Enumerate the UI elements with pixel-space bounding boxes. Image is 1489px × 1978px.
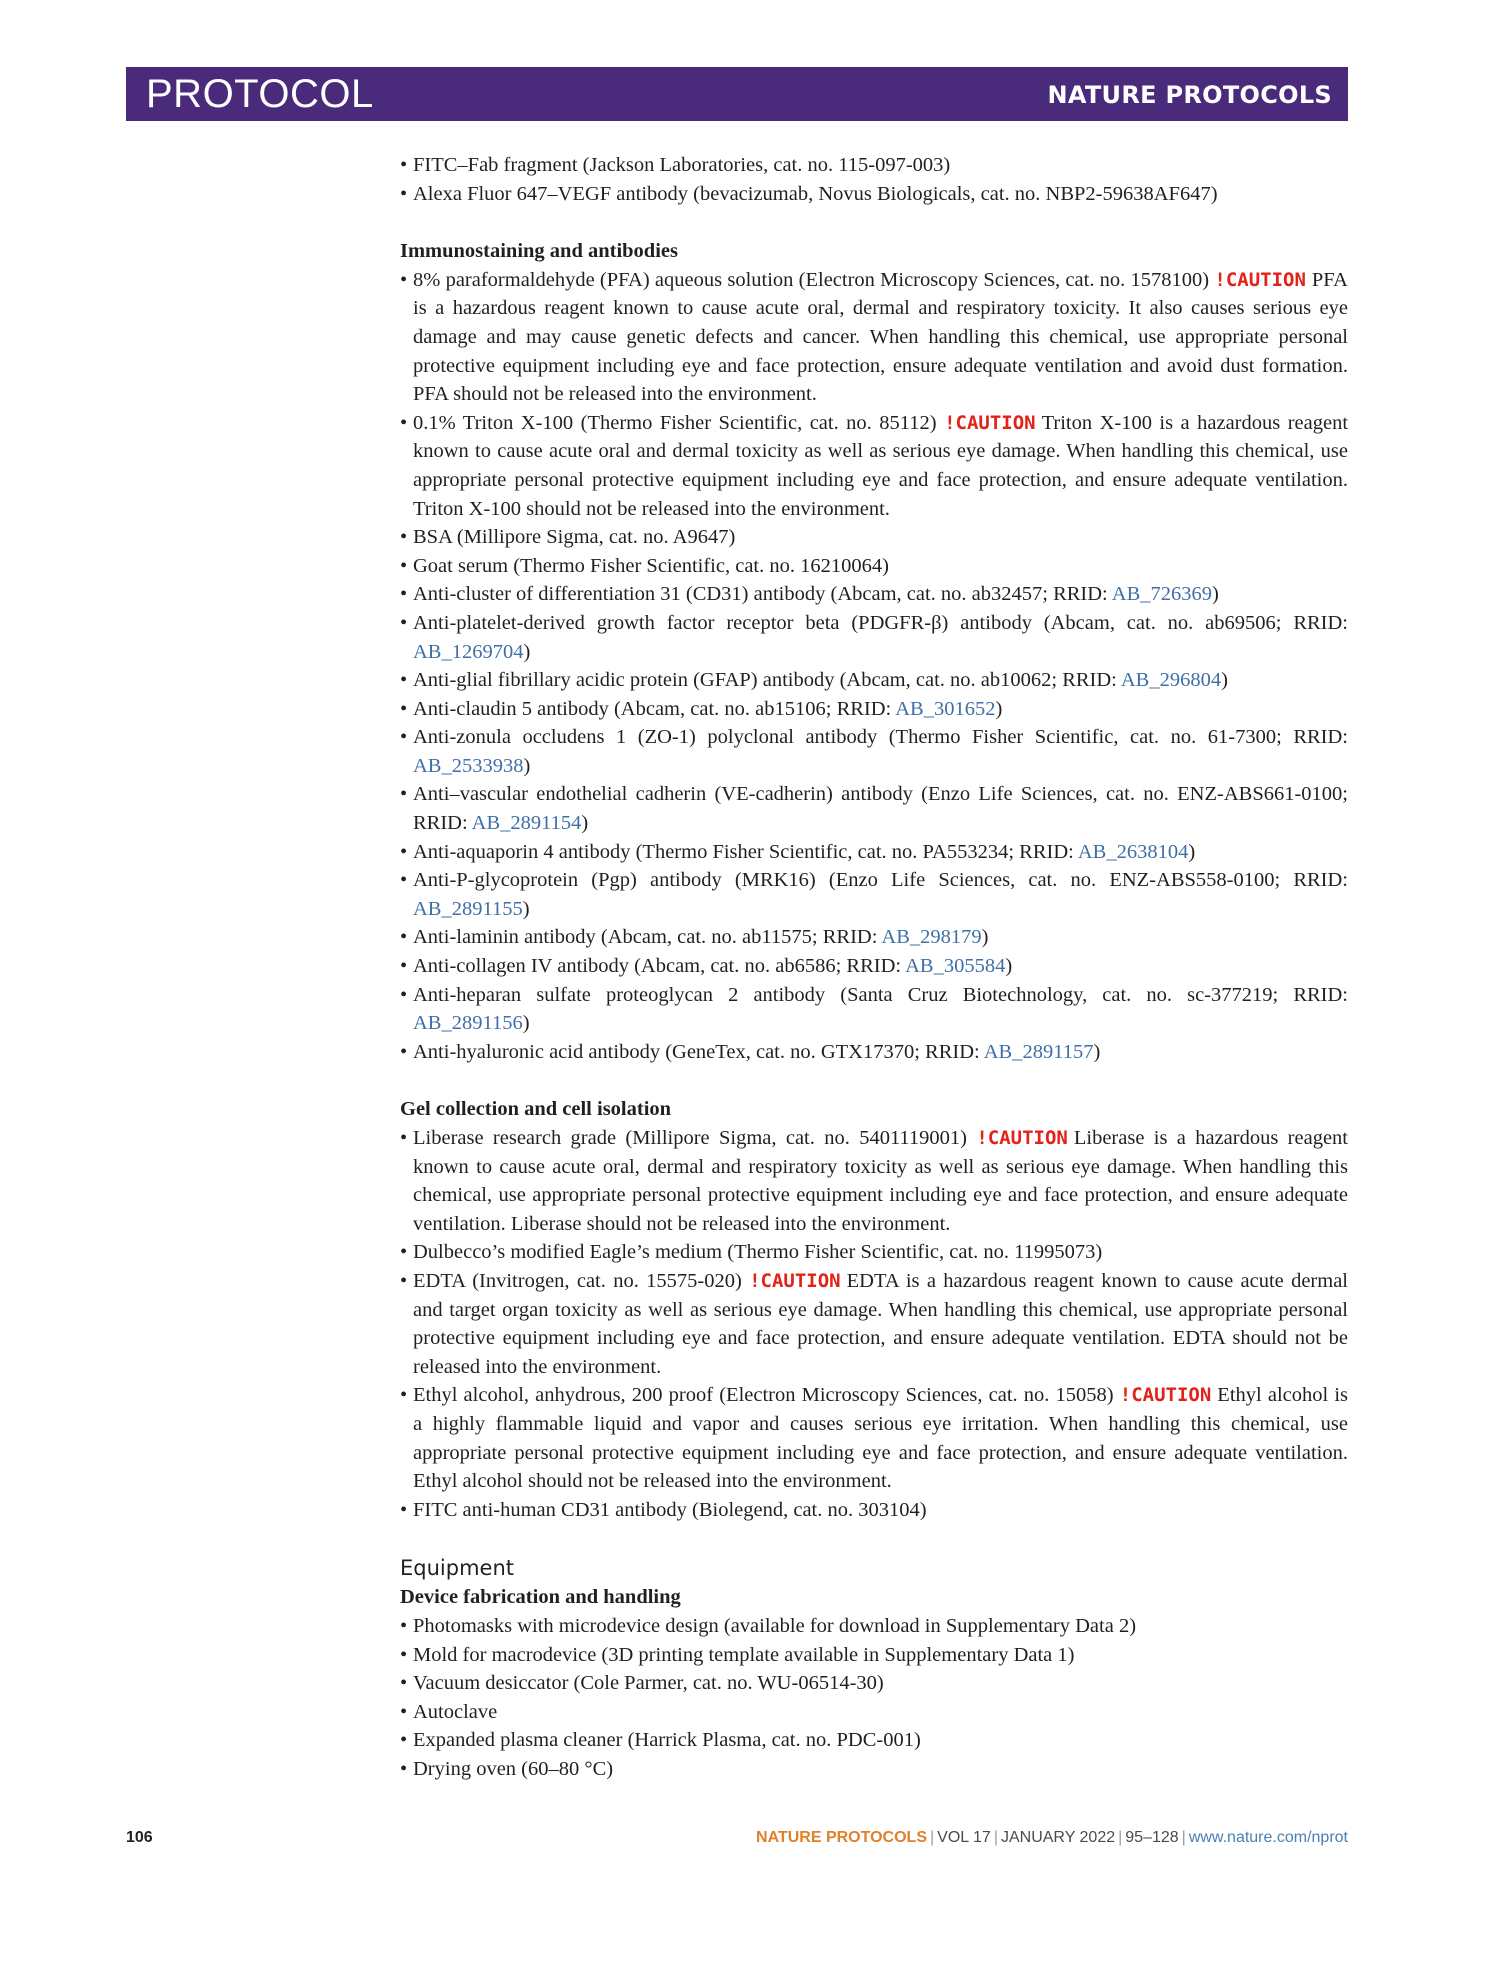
list-item: [400, 723, 1348, 780]
item-text: Liberase is a hazardous reagent known to cause acute oral, dermal and respiratory toxicity as well as serious eye damage. When handling this chemical, use appropriate personal protective equipment including eye and face protection, and ensure adequate ventilation. Liberase should not be released into the environment.: [413, 1127, 1348, 1235]
page-header: [126, 67, 1348, 121]
rrid-link[interactable]: AB_2891155: [413, 897, 523, 920]
equipment-list: [400, 1612, 1348, 1784]
list-item: [400, 1124, 1348, 1238]
list-item: [400, 923, 1348, 952]
rrid-link[interactable]: AB_296804: [1120, 669, 1222, 692]
item-text: FITC–Fab fragment (Jackson Laboratories, cat. no. 115-097-003): [413, 154, 951, 176]
list-item: [400, 151, 1348, 180]
rrid-link[interactable]: AB_726369: [1111, 583, 1212, 606]
list-item: [400, 1381, 1348, 1495]
item-text: Alexa Fluor 647–VEGF antibody (bevacizumab, Novus Biologicals, cat. no. NBP2-59638AF647): [413, 182, 1218, 205]
item-text: BSA (Millipore Sigma, cat. no. A9647): [413, 526, 736, 549]
separator: |: [929, 1829, 935, 1846]
section-label: PROTOCOL: [146, 72, 374, 116]
item-text: Photomasks with microdevice design (available for download in Supplementary Data 2): [413, 1614, 1137, 1637]
item-text: Anti-zonula occludens 1 (ZO-1) polyclonal antibody (Thermo Fisher Scientific, cat. no. 61-7300; RRID:: [413, 726, 1348, 749]
item-text: ): [995, 697, 1003, 720]
rrid-link[interactable]: AB_2533938: [413, 754, 524, 777]
item-text: Anti-laminin antibody (Abcam, cat. no. ab11575; RRID:: [413, 926, 882, 949]
footer-journal: NATURE PROTOCOLS: [756, 1829, 927, 1846]
list-item: [400, 180, 1348, 209]
rrid-link[interactable]: AB_298179: [881, 926, 982, 949]
subsection-heading-device-fabrication: Device fabrication and handling: [400, 1586, 681, 1609]
item-text: Liberase research grade (Millipore Sigma, cat. no. 5401119001): [413, 1127, 977, 1149]
list-item: [400, 1238, 1348, 1267]
rrid-link[interactable]: AB_2891157: [983, 1040, 1094, 1063]
item-text: ): [523, 640, 531, 663]
list-item: [400, 866, 1348, 923]
item-text: 0.1% Triton X-100 (Thermo Fisher Scientific, cat. no. 85112): [413, 411, 945, 434]
list-item: [400, 1038, 1348, 1067]
item-text: Expanded plasma cleaner (Harrick Plasma, cat. no. PDC-001): [413, 1729, 921, 1752]
list-item: [400, 1755, 1348, 1784]
volume: VOL 17: [937, 1829, 991, 1846]
caution-label: !CAUTION: [1214, 268, 1306, 291]
item-text: Dulbecco’s modified Eagle’s medium (Thermo Fisher Scientific, cat. no. 11995073): [413, 1241, 1103, 1264]
item-text: PFA is a hazardous reagent known to cause acute oral, dermal and respiratory toxicity. It also causes serious eye damage and may cause genetic defects and cancer. When handling this chemical, use appropriate personal protective equipment including eye and face protection, ensure adequate ventilation and avoid dust formation. PFA should not be released into the environment.: [413, 268, 1348, 406]
issue-date: JANUARY 2022: [1000, 1829, 1116, 1846]
list-item: [400, 1698, 1348, 1727]
caution-label: !CAUTION: [944, 411, 1036, 434]
item-text: Anti-P-glycoprotein (Pgp) antibody (MRK16) (Enzo Life Sciences, cat. no. ENZ-ABS558-0100; RRID:: [413, 869, 1348, 892]
item-text: Ethyl alcohol, anhydrous, 200 proof (Electron Microscopy Sciences, cat. no. 15058): [413, 1384, 1120, 1407]
list-item: [400, 1612, 1348, 1641]
item-text: Anti-cluster of differentiation 31 (CD31) antibody (Abcam, cat. no. ab32457; RRID:: [413, 583, 1112, 606]
rrid-link[interactable]: AB_2891154: [471, 812, 582, 835]
list-item: [400, 1267, 1348, 1381]
item-text: Anti-hyaluronic acid antibody (GeneTex, cat. no. GTX17370; RRID:: [413, 1040, 984, 1063]
separator: |: [993, 1829, 998, 1846]
list-item: [400, 266, 1348, 409]
list-item: [400, 552, 1348, 581]
journal-name: NATURE PROTOCOLS: [1047, 81, 1332, 109]
gel-collection-list: [400, 1124, 1348, 1524]
list-item: [400, 981, 1348, 1038]
list-item: [400, 838, 1348, 867]
item-text: ): [522, 897, 530, 920]
list-item: [400, 952, 1348, 981]
list-item: [400, 580, 1348, 609]
rrid-link[interactable]: AB_2891156: [413, 1012, 523, 1035]
item-text: Anti-aquaporin 4 antibody (Thermo Fisher Scientific, cat. no. PA553234; RRID:: [413, 840, 1078, 863]
section-heading-gel-collection: Gel collection and cell isolation: [400, 1098, 672, 1121]
page-body: [400, 151, 1348, 1783]
item-text: FITC anti-human CD31 antibody (Biolegend, cat. no. 303104): [413, 1498, 927, 1521]
rrid-link[interactable]: AB_301652: [895, 697, 996, 720]
reagent-list-continued: [400, 151, 1348, 208]
item-text: Anti-glial fibrillary acidic protein (GFAP) antibody (Abcam, cat. no. ab10062; RRID:: [413, 669, 1121, 692]
caution-label: !CAUTION: [976, 1127, 1068, 1149]
item-text: ): [981, 926, 989, 949]
item-text: ): [1005, 955, 1013, 978]
item-text: Vacuum desiccator (Cole Parmer, cat. no. WU-06514-30): [413, 1672, 884, 1695]
page-number: 106: [126, 1829, 153, 1846]
item-text: Anti–vascular endothelial cadherin (VE-cadherin) antibody (Enzo Life Sciences, cat. no. ENZ-ABS661-0100; RRID:: [413, 783, 1348, 835]
item-text: Mold for macrodevice (3D printing template available in Supplementary Data 1): [413, 1643, 1075, 1666]
rrid-link[interactable]: AB_2638104: [1077, 840, 1189, 863]
item-text: ): [1093, 1040, 1101, 1063]
list-item: [400, 1641, 1348, 1670]
item-text: ): [1188, 840, 1196, 863]
item-text: Anti-claudin 5 antibody (Abcam, cat. no. ab15106; RRID:: [413, 697, 896, 720]
journal-url-link[interactable]: www.nature.com/nprot: [1188, 1829, 1348, 1846]
list-item: [400, 1496, 1348, 1525]
rrid-link[interactable]: AB_305584: [905, 955, 1006, 978]
item-text: ): [523, 754, 531, 777]
item-text: Autoclave: [413, 1700, 498, 1723]
item-text: Goat serum (Thermo Fisher Scientific, cat. no. 16210064): [413, 554, 889, 577]
item-text: EDTA (Invitrogen, cat. no. 15575-020): [413, 1269, 750, 1292]
item-text: Ethyl alcohol is a highly flammable liquid and vapor and causes serious eye irritation. When handling this chemical, use appropriate personal protective equipment including eye and face protection, and ensure adequate ventilation. Ethyl alcohol should not be released into the environment.: [413, 1384, 1348, 1493]
list-item: [400, 523, 1348, 552]
list-item: [400, 409, 1348, 523]
list-item: [400, 666, 1348, 695]
item-text: 8% paraformaldehyde (PFA) aqueous solution (Electron Microscopy Sciences, cat. no. 1578100): [413, 268, 1215, 291]
immunostaining-list: [400, 266, 1348, 1067]
section-heading-immunostaining: Immunostaining and antibodies: [400, 240, 678, 263]
caution-label: !CAUTION: [749, 1269, 841, 1292]
item-text: ): [581, 812, 589, 835]
page-footer: [126, 1829, 1348, 1853]
rrid-link[interactable]: AB_1269704: [413, 640, 524, 663]
list-item: [400, 695, 1348, 724]
item-text: Triton X-100 is a hazardous reagent known to cause acute oral and dermal toxicity as well as serious eye damage. When handling this chemical, use appropriate personal protective equipment including eye and face protection, and ensure adequate ventilation. Triton X-100 should not be released into the environment.: [413, 411, 1349, 520]
item-text: ): [1212, 583, 1219, 606]
caution-label: !CAUTION: [1119, 1384, 1212, 1407]
separator: |: [1181, 1829, 1186, 1846]
list-item: [400, 609, 1348, 666]
list-item: [400, 1726, 1348, 1755]
item-text: EDTA is a hazardous reagent known to cause acute dermal and target organ toxicity as well as serious eye damage. When handling this chemical, use appropriate personal protective equipment including eye and face protection, and ensure adequate ventilation. EDTA should not be released into the environment.: [413, 1269, 1348, 1378]
item-text: ): [522, 1012, 530, 1035]
list-item: [400, 1669, 1348, 1698]
list-item: [400, 780, 1348, 837]
separator: |: [1118, 1829, 1123, 1846]
item-text: Anti-heparan sulfate proteoglycan 2 antibody (Santa Cruz Biotechnology, cat. no. sc-377219; RRID:: [413, 983, 1348, 1006]
item-text: Anti-platelet-derived growth factor receptor beta (PDGFR-β) antibody (Abcam, cat. no. ab69506; RRID:: [413, 611, 1348, 634]
section-heading-equipment: Equipment: [400, 1556, 514, 1581]
page-range: 95–128: [1125, 1829, 1179, 1846]
citation-line: [756, 1829, 1348, 1847]
item-text: ): [1221, 669, 1228, 692]
item-text: Anti-collagen IV antibody (Abcam, cat. no. ab6586; RRID:: [413, 955, 906, 978]
item-text: Drying oven (60–80 °C): [413, 1757, 614, 1780]
